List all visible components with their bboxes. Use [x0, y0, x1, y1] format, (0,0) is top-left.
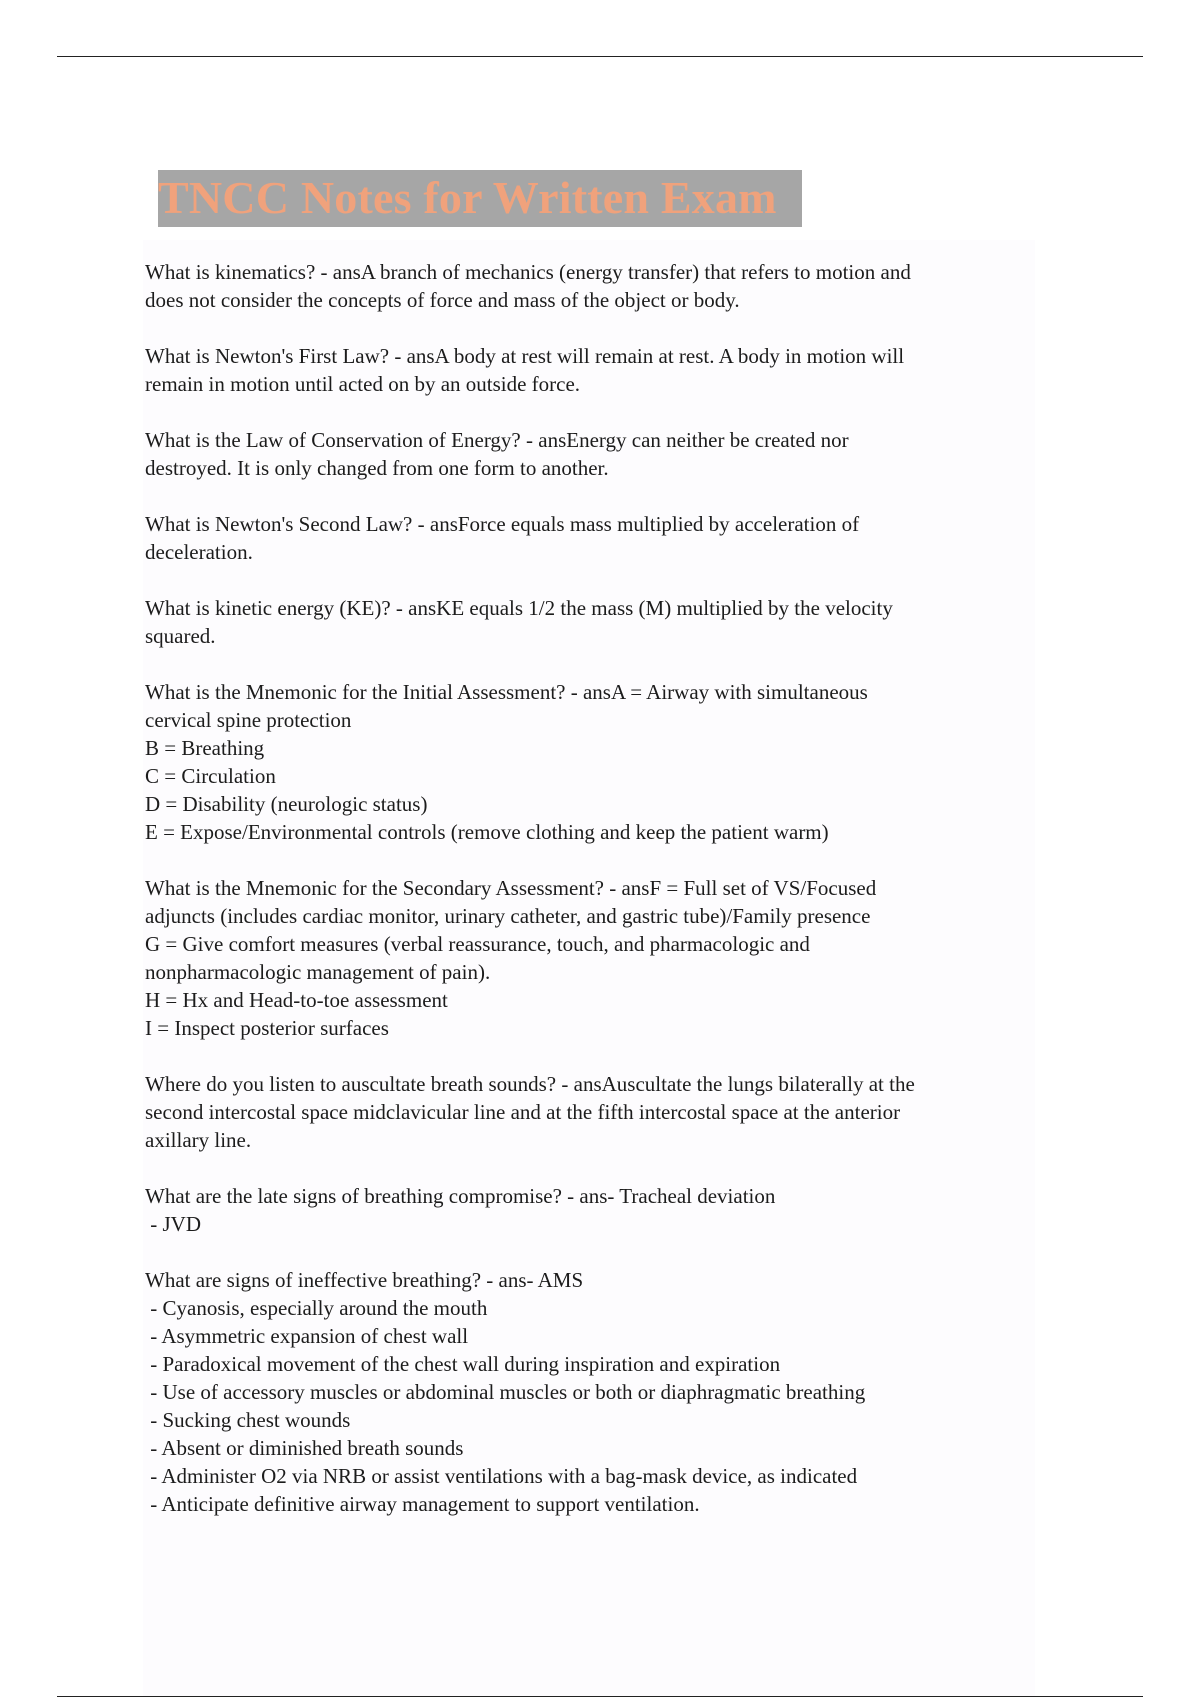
qa-line: does not consider the concepts of force and mass of the object or body.	[145, 288, 740, 312]
qa-line: C = Circulation	[145, 764, 276, 788]
qa-line: deceleration.	[145, 540, 253, 564]
qa-item	[145, 342, 1045, 398]
qa-item	[145, 594, 1045, 650]
qa-line: - Administer O2 via NRB or assist ventilations with a bag-mask device, as indicated	[145, 1464, 858, 1488]
qa-line: - Anticipate definitive airway management to support ventilation.	[145, 1492, 700, 1516]
qa-line: What are signs of ineffective breathing? - ans- AMS	[145, 1268, 584, 1292]
qa-line: What is kinetic energy (KE)? - ansKE equals 1/2 the mass (M) multiplied by the velocity	[145, 596, 893, 620]
qa-item	[145, 1070, 1045, 1154]
qa-line: What is kinematics? - ansA branch of mechanics (energy transfer) that refers to motion and	[145, 260, 911, 284]
qa-line: G = Give comfort measures (verbal reassurance, touch, and pharmacologic and	[145, 932, 810, 956]
qa-line: Where do you listen to auscultate breath sounds? - ansAuscultate the lungs bilaterally at the	[145, 1072, 915, 1096]
page-bottom-rule	[57, 1696, 1143, 1697]
qa-line: adjuncts (includes cardiac monitor, urinary catheter, and gastric tube)/Family presence	[145, 904, 871, 928]
qa-line: What are the late signs of breathing compromise? - ans- Tracheal deviation	[145, 1184, 776, 1208]
qa-line: - Paradoxical movement of the chest wall during inspiration and expiration	[145, 1352, 781, 1376]
qa-line: What is Newton's Second Law? - ansForce equals mass multiplied by acceleration of	[145, 512, 860, 536]
qa-line: - Absent or diminished breath sounds	[145, 1436, 464, 1460]
qa-line: axillary line.	[145, 1128, 252, 1152]
qa-line: What is the Mnemonic for the Initial Assessment? - ansA = Airway with simultaneous	[145, 680, 868, 704]
title-banner	[158, 170, 802, 227]
qa-line: What is the Law of Conservation of Energy? - ansEnergy can neither be created nor	[145, 428, 849, 452]
qa-line: D = Disability (neurologic status)	[145, 792, 428, 816]
qa-line: remain in motion until acted on by an outside force.	[145, 372, 581, 396]
qa-line: destroyed. It is only changed from one form to another.	[145, 456, 609, 480]
qa-item	[145, 874, 1045, 1042]
qa-line: second intercostal space midclavicular line and at the fifth intercostal space at the anterior	[145, 1100, 901, 1124]
qa-item	[145, 1182, 1045, 1238]
qa-line: - Sucking chest wounds	[145, 1408, 351, 1432]
qa-list	[145, 258, 1045, 1546]
qa-item	[145, 426, 1045, 482]
qa-line: cervical spine protection	[145, 708, 352, 732]
qa-line: What is the Mnemonic for the Secondary Assessment? - ansF = Full set of VS/Focused	[145, 876, 877, 900]
qa-item	[145, 678, 1045, 846]
qa-line: squared.	[145, 624, 216, 648]
qa-line: B = Breathing	[145, 736, 265, 760]
qa-line: - Use of accessory muscles or abdominal muscles or both or diaphragmatic breathing	[145, 1380, 866, 1404]
qa-line: - Cyanosis, especially around the mouth	[145, 1296, 488, 1320]
page-top-rule	[57, 56, 1143, 57]
qa-line: I = Inspect posterior surfaces	[145, 1016, 389, 1040]
document-title: TNCC Notes for Written Exam	[158, 172, 777, 223]
qa-item	[145, 510, 1045, 566]
qa-line: - JVD	[145, 1212, 201, 1236]
qa-item	[145, 1266, 1045, 1518]
qa-line: - Asymmetric expansion of chest wall	[145, 1324, 469, 1348]
qa-line: H = Hx and Head-to-toe assessment	[145, 988, 448, 1012]
qa-item	[145, 258, 1045, 314]
qa-line: What is Newton's First Law? - ansA body at rest will remain at rest. A body in motion will	[145, 344, 905, 368]
qa-line: E = Expose/Environmental controls (remove clothing and keep the patient warm)	[145, 820, 829, 844]
qa-line: nonpharmacologic management of pain).	[145, 960, 491, 984]
